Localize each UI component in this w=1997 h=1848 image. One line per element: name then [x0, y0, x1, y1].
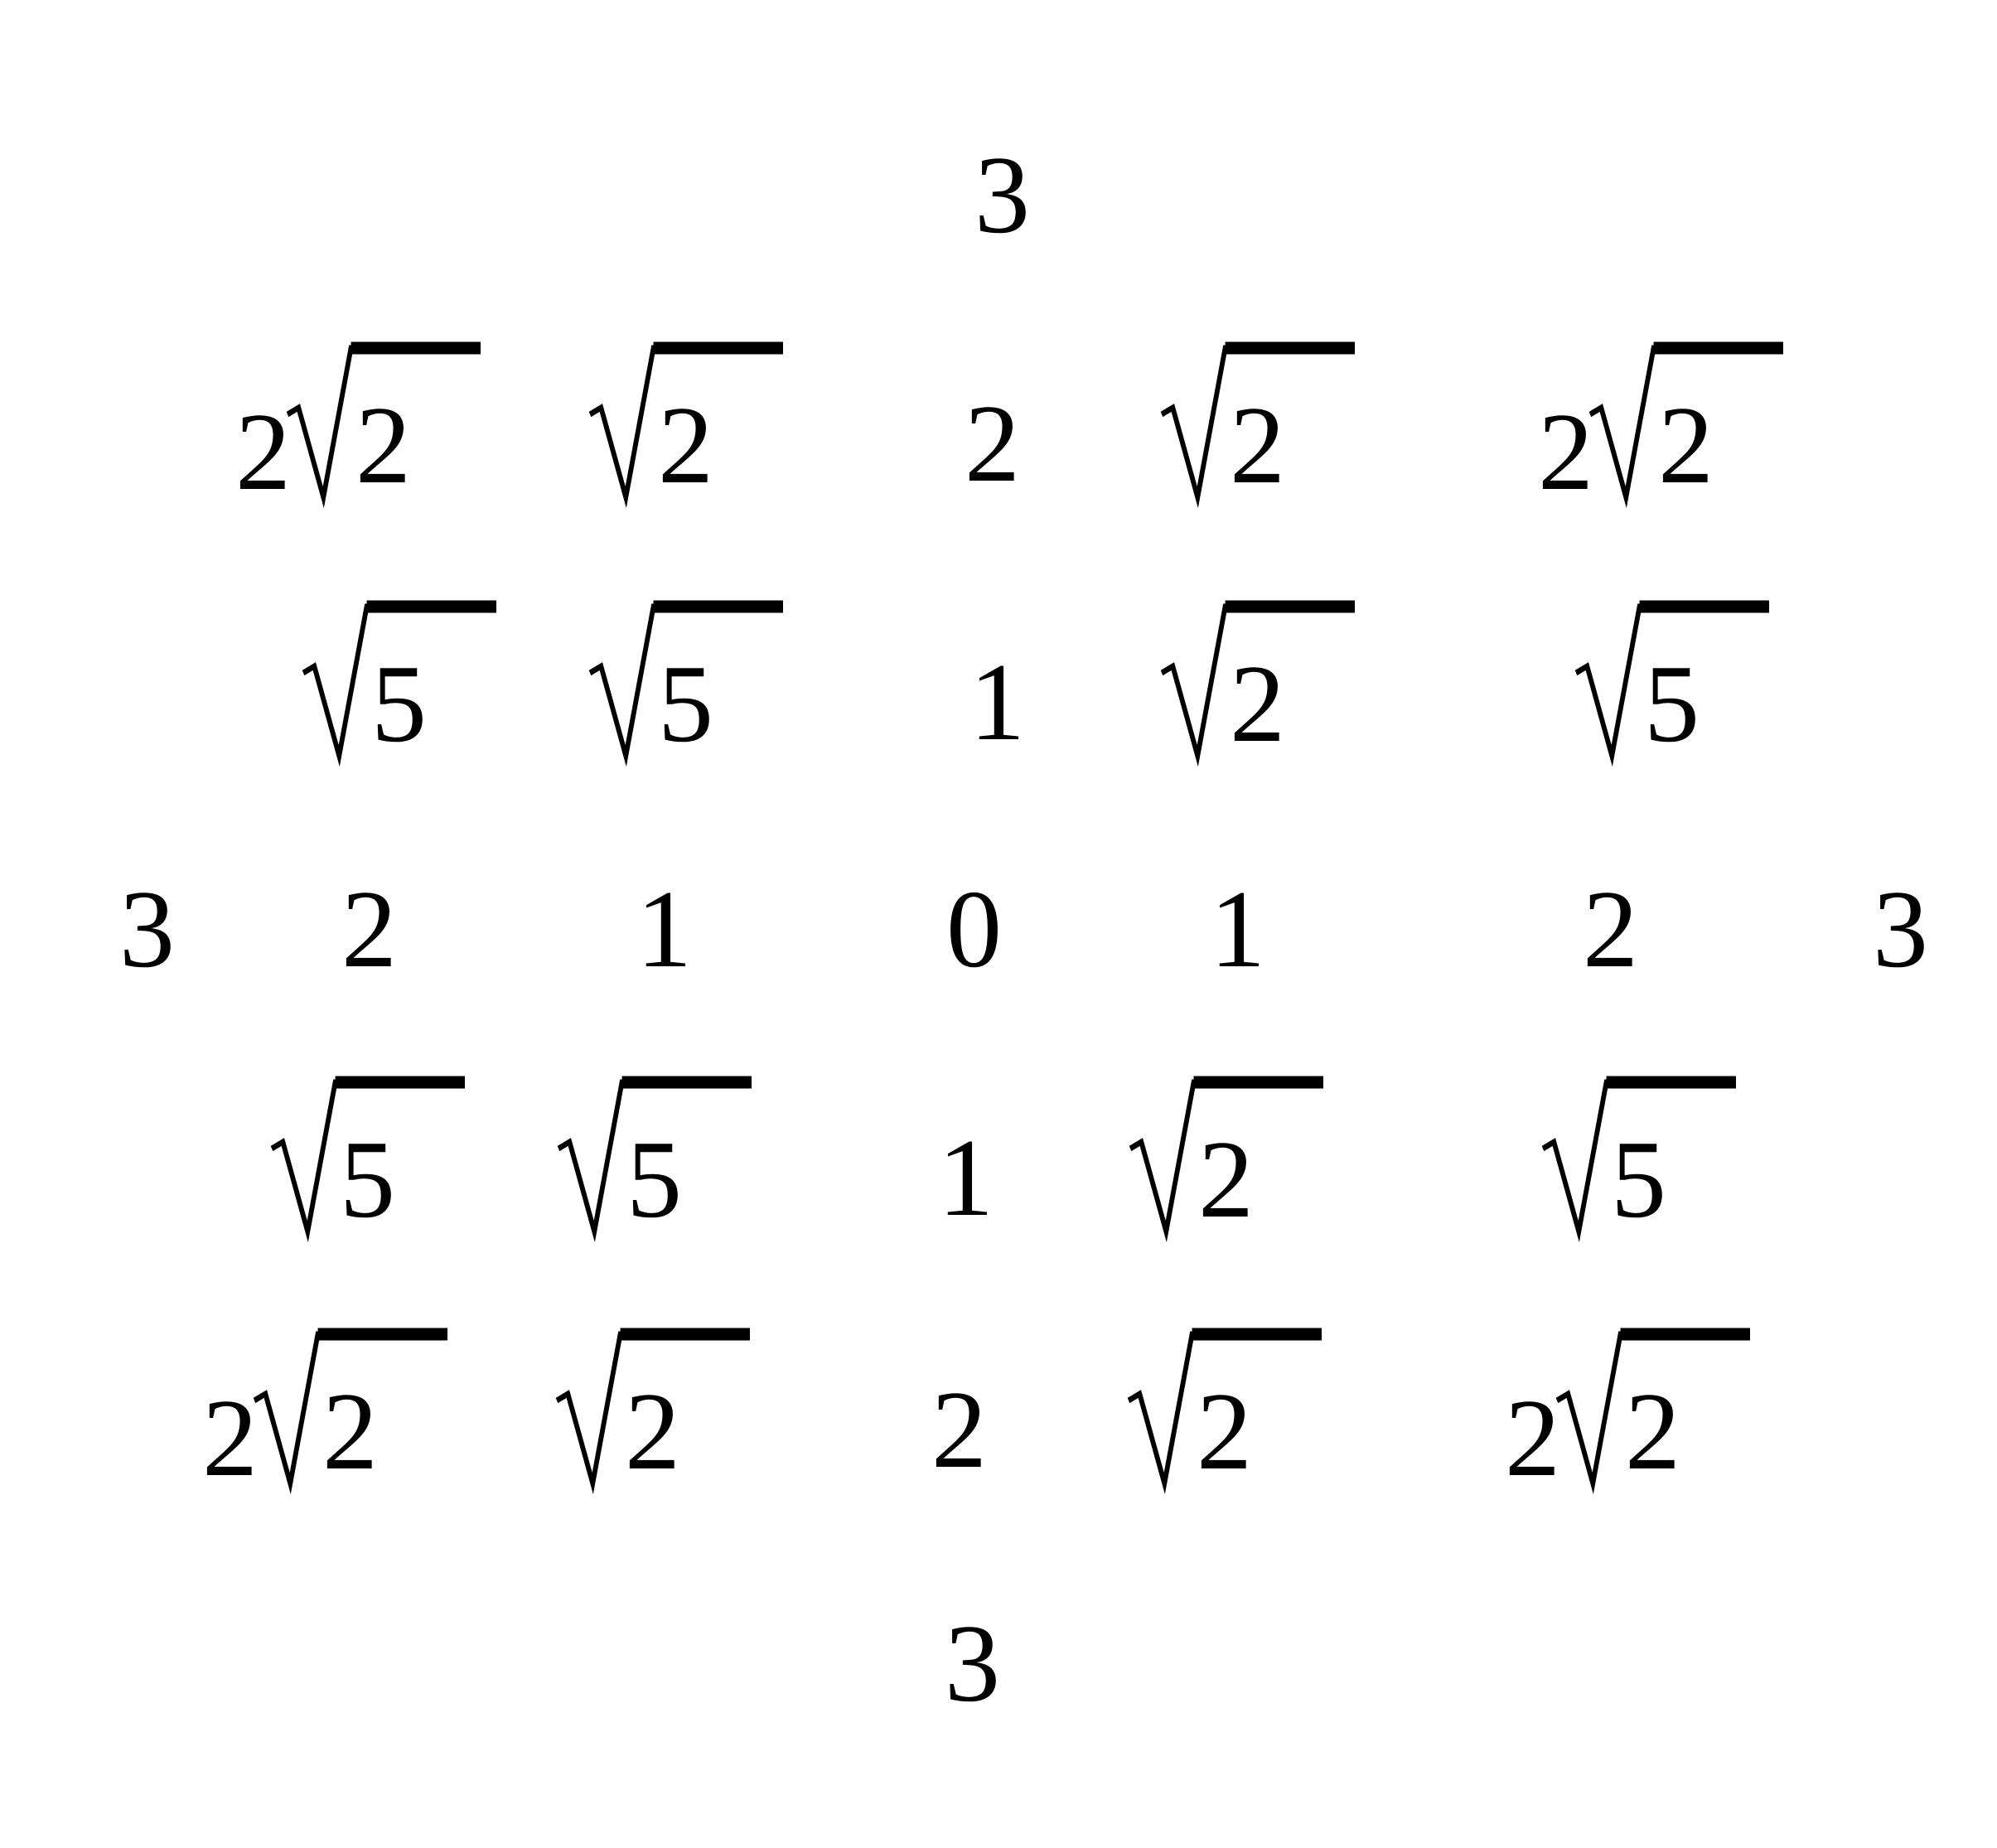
- radicand: 2: [658, 384, 713, 506]
- cell-r4-c-1: [562, 1066, 752, 1241]
- square-root: [1162, 590, 1355, 766]
- radicand: 5: [371, 642, 427, 765]
- radicand: 2: [355, 384, 411, 506]
- cell-r3-c0: [946, 868, 1002, 990]
- value: 3: [974, 133, 1030, 256]
- value: 3: [119, 868, 175, 990]
- square-root: [303, 590, 496, 766]
- value: 1: [636, 868, 692, 990]
- square-root: [1130, 1066, 1323, 1241]
- cell-r1-c-2: [235, 331, 481, 513]
- value: 1: [969, 641, 1025, 763]
- radicand: 5: [340, 1118, 395, 1241]
- value: 2: [341, 868, 397, 990]
- radicand: 5: [626, 1118, 682, 1241]
- cell-r3-c-1: [636, 868, 692, 990]
- square-root: [288, 331, 481, 507]
- cell-r5-c0: [931, 1368, 987, 1491]
- radicand: 2: [625, 1370, 680, 1492]
- radicand: 5: [1644, 642, 1700, 765]
- cell-r4-c-2: [275, 1066, 465, 1241]
- cell-r3-c-2: [341, 868, 397, 990]
- cell-r5-c1: [1132, 1318, 1322, 1493]
- cell-r5-c-1: [560, 1318, 750, 1493]
- cell-r1-c-1: [593, 331, 783, 507]
- square-root: [254, 1318, 447, 1493]
- cell-top-center: [974, 133, 1030, 256]
- cell-r2-c1: [1165, 590, 1355, 766]
- cell-r2-c0: [969, 641, 1025, 763]
- cell-r1-c0: [965, 382, 1020, 505]
- radicand: 5: [1611, 1118, 1666, 1241]
- value: 3: [1873, 868, 1928, 990]
- cell-r1-c1: [1165, 331, 1355, 507]
- cell-r3-c3: [1873, 868, 1928, 990]
- value: 3: [945, 1602, 1000, 1725]
- value: 1: [938, 1116, 994, 1239]
- radicand: 2: [1197, 1370, 1252, 1492]
- radicand: 2: [322, 1370, 378, 1492]
- cell-r2-c-2: [307, 590, 496, 766]
- value: 2: [965, 382, 1020, 505]
- square-root: [557, 1318, 750, 1493]
- value: 2: [931, 1368, 987, 1491]
- square-root: [558, 1066, 752, 1241]
- radicand: 2: [1230, 384, 1285, 506]
- value: 0: [946, 868, 1002, 990]
- cell-r5-c2: [1505, 1318, 1750, 1499]
- coefficient: 2: [202, 1376, 258, 1499]
- radicand: 2: [1625, 1370, 1680, 1492]
- cell-r4-c1: [1134, 1066, 1323, 1241]
- square-root: [1590, 331, 1783, 507]
- coefficient: 2: [1538, 390, 1593, 513]
- cell-r2-c2: [1579, 590, 1769, 766]
- cell-r4-c2: [1546, 1066, 1736, 1241]
- cell-bottom-center: [945, 1602, 1000, 1725]
- radicand: 5: [658, 642, 713, 765]
- square-root: [590, 331, 783, 507]
- cell-r5-c-2: [202, 1318, 447, 1499]
- square-root: [1129, 1318, 1322, 1493]
- cell-r3-c-3: [119, 868, 175, 990]
- cell-r4-c0: [938, 1116, 994, 1239]
- cell-r3-c2: [1583, 868, 1638, 990]
- cell-r2-c-1: [593, 590, 783, 766]
- coefficient: 2: [1505, 1376, 1560, 1499]
- square-root: [1576, 590, 1769, 766]
- square-root: [590, 590, 783, 766]
- value: 1: [1210, 868, 1265, 990]
- radicand: 2: [1230, 642, 1285, 765]
- square-root: [1162, 331, 1355, 507]
- radicand: 2: [1198, 1118, 1254, 1241]
- radicand: 2: [1658, 384, 1714, 506]
- square-root: [1557, 1318, 1750, 1493]
- square-root: [272, 1066, 465, 1241]
- square-root: [1543, 1066, 1736, 1241]
- cell-r1-c2: [1538, 331, 1783, 513]
- cell-r3-c1: [1210, 868, 1265, 990]
- coefficient: 2: [235, 390, 291, 513]
- value: 2: [1583, 868, 1638, 990]
